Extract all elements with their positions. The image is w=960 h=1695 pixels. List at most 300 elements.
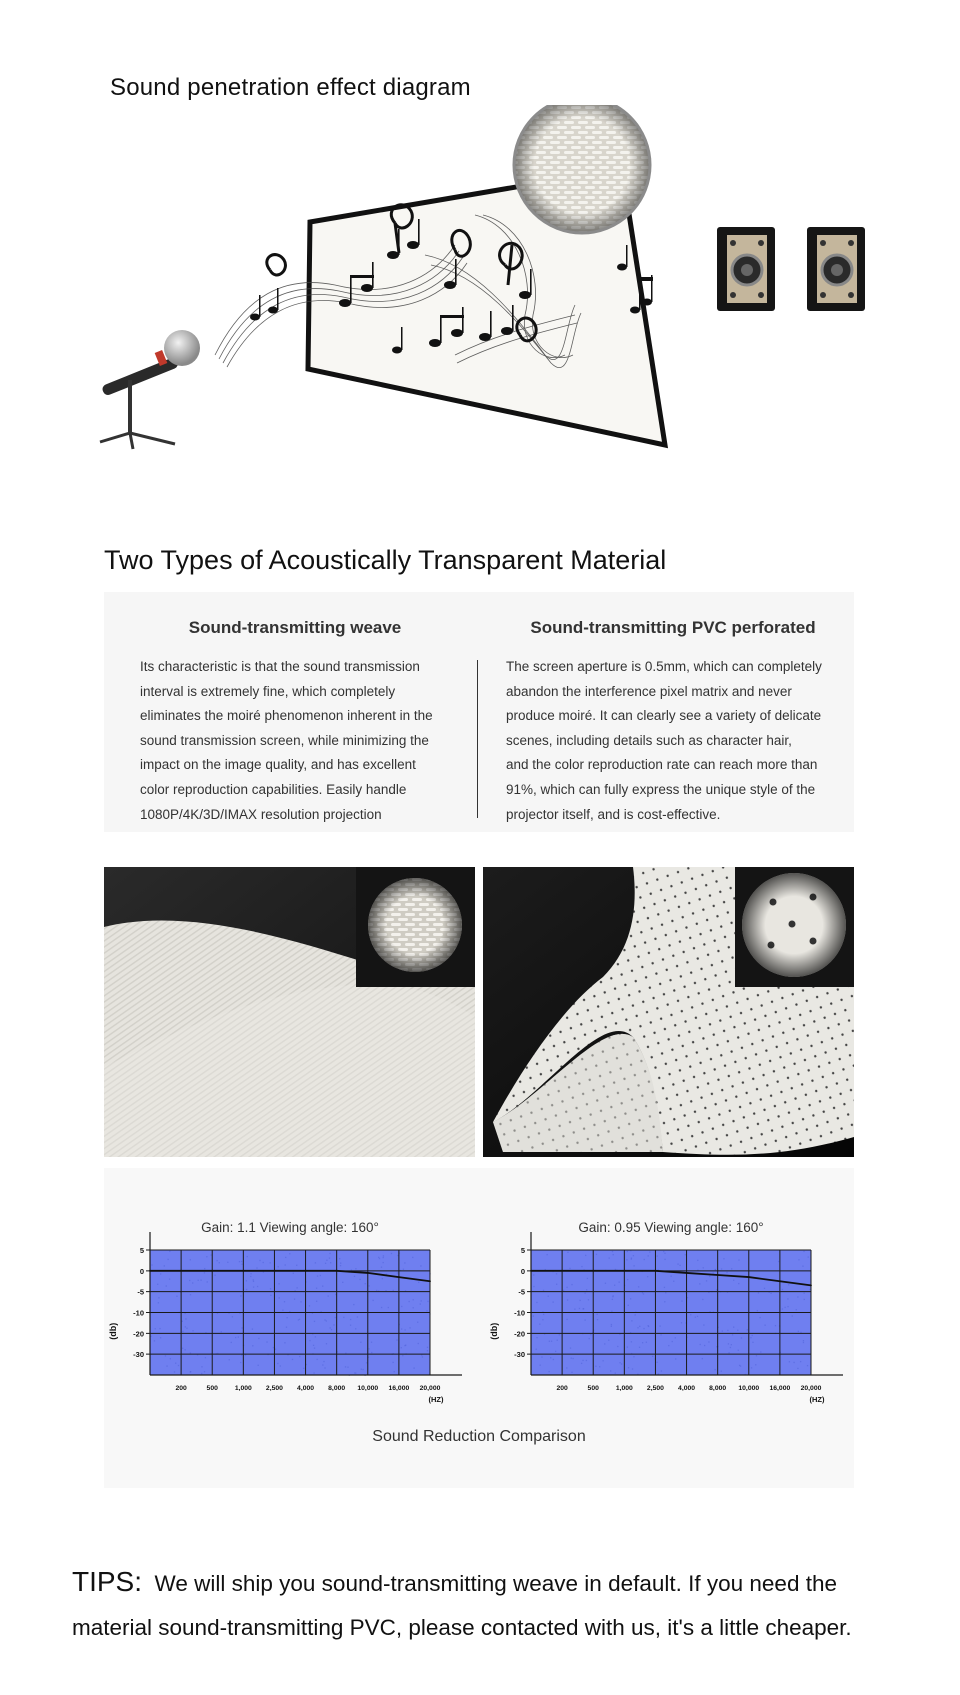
- text-line: sound transmission screen, while minimizing the: [140, 732, 429, 748]
- tips-text: We will ship you sound-transmitting weave in default. If you need the material sound-transmitting PVC, please contacted with us, it's a little cheaper.: [72, 1571, 852, 1640]
- chart-texture-dot: [278, 1266, 279, 1267]
- chart-texture-dot: [355, 1328, 356, 1329]
- chart-texture-dot: [582, 1360, 583, 1361]
- y-tick-label: 0: [139, 1266, 144, 1276]
- chart-texture-dot: [206, 1256, 207, 1257]
- y-axis-label: (db): [489, 1322, 499, 1340]
- data-point: [211, 1270, 213, 1272]
- chart-texture-dot: [365, 1283, 366, 1284]
- chart-texture-dot: [665, 1292, 666, 1293]
- chart-texture-dot: [221, 1331, 222, 1332]
- chart-texture-dot: [738, 1259, 739, 1260]
- chart-texture-dot: [631, 1341, 632, 1342]
- y-tick-label: -5: [137, 1287, 144, 1297]
- y-tick-label: 5: [520, 1246, 525, 1255]
- data-point: [429, 1280, 431, 1282]
- chart-texture-dot: [190, 1371, 191, 1372]
- chart-texture-dot: [192, 1330, 193, 1331]
- chart-texture-dot: [160, 1273, 161, 1274]
- chart-texture-dot: [555, 1351, 556, 1352]
- chart-texture-dot: [383, 1257, 384, 1258]
- chart-texture-dot: [626, 1259, 627, 1260]
- chart-texture-dot: [643, 1328, 644, 1329]
- chart-texture-dot: [764, 1325, 765, 1326]
- chart-texture-dot: [541, 1356, 542, 1357]
- chart-texture-dot: [802, 1266, 803, 1267]
- chart-texture-dot: [350, 1319, 351, 1320]
- chart-texture-dot: [204, 1371, 205, 1372]
- chart-texture-dot: [235, 1337, 236, 1338]
- chart-texture-dot: [586, 1360, 587, 1361]
- chart-texture-dot: [664, 1287, 665, 1288]
- chart-texture-dot: [284, 1301, 285, 1302]
- chart-texture-dot: [552, 1301, 553, 1302]
- chart-texture-dot: [185, 1318, 186, 1319]
- chart-texture-dot: [240, 1295, 241, 1296]
- chart-texture-dot: [789, 1361, 790, 1362]
- pvc-description: [506, 655, 851, 827]
- chart-texture-dot: [784, 1307, 785, 1308]
- y-tick-label: -5: [518, 1287, 525, 1297]
- chart-texture-dot: [804, 1299, 805, 1300]
- chart-texture-dot: [322, 1285, 323, 1286]
- chart-texture-dot: [157, 1284, 158, 1285]
- chart-texture-dot: [563, 1290, 564, 1291]
- data-point: [274, 1270, 276, 1272]
- text-line: color reproduction capabilities. Easily handle: [140, 781, 407, 797]
- chart-texture-dot: [408, 1301, 409, 1302]
- chart-texture-dot: [286, 1327, 287, 1328]
- chart-texture-dot: [182, 1321, 183, 1322]
- chart-texture-dot: [404, 1262, 405, 1263]
- chart-texture-dot: [317, 1359, 318, 1360]
- chart-texture-dot: [670, 1275, 671, 1276]
- chart-texture-dot: [605, 1283, 606, 1284]
- chart-texture-dot: [685, 1254, 686, 1255]
- chart-texture-dot: [595, 1366, 596, 1367]
- chart-texture-dot: [427, 1301, 428, 1302]
- chart-texture-dot: [787, 1298, 788, 1299]
- chart-texture-dot: [597, 1319, 598, 1320]
- chart-texture-dot: [730, 1347, 731, 1348]
- chart-texture-dot: [728, 1352, 729, 1353]
- chart-texture-dot: [741, 1337, 742, 1338]
- chart-texture-dot: [581, 1266, 582, 1267]
- chart-texture-dot: [190, 1259, 191, 1260]
- chart-texture-dot: [204, 1268, 205, 1269]
- chart-texture-dot: [317, 1275, 318, 1276]
- chart-texture-dot: [792, 1315, 793, 1316]
- chart-texture-dot: [392, 1362, 393, 1363]
- chart-texture-dot: [611, 1324, 612, 1325]
- chart-texture-dot: [579, 1300, 580, 1301]
- chart-texture-dot: [660, 1334, 661, 1335]
- chart-texture-dot: [536, 1302, 537, 1303]
- chart-texture-dot: [556, 1273, 557, 1274]
- chart-texture-dot: [418, 1282, 419, 1283]
- chart-texture-dot: [231, 1342, 232, 1343]
- chart-texture-dot: [289, 1253, 290, 1254]
- chart-texture-dot: [420, 1265, 421, 1266]
- chart-texture-dot: [227, 1262, 228, 1263]
- chart-texture-dot: [190, 1352, 191, 1353]
- chart-texture-dot: [633, 1356, 634, 1357]
- microphone-icon: [100, 330, 200, 449]
- chart-texture-dot: [426, 1310, 427, 1311]
- chart-texture-dot: [280, 1365, 281, 1366]
- chart-texture-dot: [219, 1262, 220, 1263]
- chart-texture-dot: [584, 1293, 585, 1294]
- chart-texture-dot: [339, 1258, 340, 1259]
- chart-texture-dot: [599, 1366, 600, 1367]
- chart-texture-dot: [383, 1255, 384, 1256]
- chart-texture-dot: [709, 1276, 710, 1277]
- chart-texture-dot: [413, 1299, 414, 1300]
- chart-texture-dot: [331, 1329, 332, 1330]
- chart-texture-dot: [738, 1350, 739, 1351]
- x-tick-label: 4,000: [678, 1385, 696, 1392]
- chart-texture-dot: [614, 1285, 615, 1286]
- chart-texture-dot: [644, 1259, 645, 1260]
- chart-texture-dot: [638, 1286, 639, 1287]
- chart-texture-dot: [752, 1335, 753, 1336]
- text-line: eliminates the moiré phenomenon inherent in the: [140, 708, 433, 724]
- speaker-left-icon: [717, 227, 775, 311]
- chart-texture-dot: [639, 1347, 640, 1348]
- chart-texture-dot: [571, 1358, 572, 1359]
- chart-texture-dot: [635, 1314, 636, 1315]
- chart-texture-dot: [803, 1340, 804, 1341]
- chart-texture-dot: [359, 1279, 360, 1280]
- chart-texture-dot: [687, 1297, 688, 1298]
- chart-texture-dot: [329, 1257, 330, 1258]
- chart-texture-dot: [240, 1362, 241, 1363]
- data-point: [717, 1274, 719, 1276]
- chart-texture-dot: [617, 1346, 618, 1347]
- text-line: abandon the interference pixel matrix and never: [506, 683, 792, 699]
- weave-zoom-inset: [356, 867, 475, 987]
- chart-texture-dot: [394, 1371, 395, 1372]
- chart-texture-dot: [345, 1366, 346, 1367]
- chart-texture-dot: [175, 1363, 176, 1364]
- chart-texture-dot: [379, 1258, 380, 1259]
- chart-texture-dot: [757, 1310, 758, 1311]
- chart-texture-dot: [353, 1304, 354, 1305]
- chart-title: Gain: 1.1 Viewing angle: 160°: [201, 1220, 379, 1235]
- chart-texture-dot: [393, 1290, 394, 1291]
- chart-texture-dot: [759, 1317, 760, 1318]
- chart-texture-dot: [714, 1369, 715, 1370]
- y-tick-label: -30: [514, 1350, 525, 1360]
- chart-texture-dot: [273, 1347, 274, 1348]
- chart-texture-dot: [740, 1365, 741, 1366]
- data-point: [748, 1276, 750, 1278]
- weave-heading: Sound-transmitting weave: [188, 618, 402, 637]
- tips-note: [72, 1560, 892, 1649]
- chart-texture-dot: [727, 1330, 728, 1331]
- chart-texture-dot: [166, 1285, 167, 1286]
- chart-texture-dot: [324, 1319, 325, 1320]
- chart-texture-dot: [706, 1280, 707, 1281]
- weave-zoom-lens: [514, 105, 650, 233]
- chart-texture-dot: [619, 1281, 620, 1282]
- y-tick-label: -10: [514, 1308, 525, 1318]
- chart-texture-dot: [612, 1299, 613, 1300]
- chart-texture-dot: [699, 1283, 700, 1284]
- chart-texture-dot: [368, 1348, 369, 1349]
- tips-label: TIPS:: [72, 1566, 143, 1597]
- chart-texture-dot: [340, 1265, 341, 1266]
- chart-texture-dot: [752, 1342, 753, 1343]
- chart-texture-dot: [401, 1306, 402, 1307]
- chart-texture-dot: [610, 1370, 611, 1371]
- data-point: [592, 1270, 594, 1272]
- chart-texture-dot: [798, 1259, 799, 1260]
- chart-texture-dot: [597, 1314, 598, 1315]
- chart-texture-dot: [158, 1302, 159, 1303]
- chart-texture-dot: [668, 1345, 669, 1346]
- chart-texture-dot: [372, 1300, 373, 1301]
- chart-texture-dot: [404, 1329, 405, 1330]
- chart-texture-dot: [330, 1262, 331, 1263]
- data-point: [623, 1270, 625, 1272]
- chart-texture-dot: [282, 1310, 283, 1311]
- chart-texture-dot: [277, 1363, 278, 1364]
- chart-texture-dot: [176, 1296, 177, 1297]
- chart-texture-dot: [733, 1326, 734, 1327]
- chart-texture-dot: [371, 1342, 372, 1343]
- chart-texture-dot: [548, 1371, 549, 1372]
- x-axis-label: (HZ): [428, 1395, 444, 1404]
- chart-texture-dot: [679, 1265, 680, 1266]
- chart-texture-dot: [664, 1253, 665, 1254]
- chart-texture-dot: [325, 1263, 326, 1264]
- chart-texture-dot: [587, 1278, 588, 1279]
- chart-texture-dot: [750, 1337, 751, 1338]
- chart-texture-dot: [412, 1257, 413, 1258]
- chart-texture-dot: [604, 1343, 605, 1344]
- chart-texture-dot: [190, 1294, 191, 1295]
- chart-texture-dot: [726, 1272, 727, 1273]
- chart-texture-dot: [756, 1355, 757, 1356]
- chart-texture-dot: [542, 1319, 543, 1320]
- chart-texture-dot: [574, 1308, 575, 1309]
- x-tick-label: 16,000: [388, 1385, 410, 1392]
- text-line: 91%, which can fully express the unique style of the: [506, 781, 816, 797]
- chart-texture-dot: [567, 1299, 568, 1300]
- chart-texture-dot: [630, 1298, 631, 1299]
- chart-texture-dot: [583, 1308, 584, 1309]
- chart-texture-dot: [585, 1255, 586, 1256]
- chart-texture-dot: [793, 1362, 794, 1363]
- chart-texture-dot: [586, 1289, 587, 1290]
- chart-texture-dot: [590, 1334, 591, 1335]
- text-line: scenes, including details such as character hair,: [506, 732, 792, 748]
- chart-texture-dot: [391, 1253, 392, 1254]
- chart-texture-dot: [700, 1344, 701, 1345]
- chart-texture-dot: [204, 1272, 205, 1273]
- chart-texture-dot: [166, 1365, 167, 1366]
- chart-texture-dot: [628, 1367, 629, 1368]
- chart-texture-dot: [158, 1297, 159, 1298]
- text-line: and the color reproduction rate can reach more than: [506, 757, 818, 773]
- chart-texture-dot: [536, 1337, 537, 1338]
- chart-texture-dot: [371, 1352, 372, 1353]
- chart-texture-dot: [697, 1260, 698, 1261]
- chart-texture-dot: [413, 1367, 414, 1368]
- chart-texture-dot: [656, 1362, 657, 1363]
- chart-texture-dot: [256, 1267, 257, 1268]
- chart-texture-dot: [548, 1296, 549, 1297]
- chart-texture-dot: [556, 1284, 557, 1285]
- chart-texture-dot: [664, 1301, 665, 1302]
- y-tick-label: -20: [514, 1329, 525, 1339]
- chart-texture-dot: [677, 1263, 678, 1264]
- chart-texture-dot: [303, 1368, 304, 1369]
- chart-texture-dot: [238, 1336, 239, 1337]
- x-tick-label: 500: [587, 1385, 599, 1392]
- data-point: [810, 1285, 812, 1287]
- chart-texture-dot: [323, 1361, 324, 1362]
- chart-texture-dot: [210, 1254, 211, 1255]
- chart-texture-dot: [298, 1319, 299, 1320]
- chart-texture-dot: [385, 1290, 386, 1291]
- chart-texture-dot: [540, 1364, 541, 1365]
- chart-texture-dot: [796, 1309, 797, 1310]
- chart-texture-dot: [189, 1280, 190, 1281]
- chart-texture-dot: [602, 1360, 603, 1361]
- chart-texture-dot: [708, 1341, 709, 1342]
- chart-texture-dot: [270, 1295, 271, 1296]
- chart-texture-dot: [165, 1355, 166, 1356]
- y-tick-label: -10: [133, 1308, 144, 1318]
- chart-texture-dot: [715, 1269, 716, 1270]
- chart-texture-dot: [728, 1343, 729, 1344]
- chart-texture-dot: [167, 1259, 168, 1260]
- chart-texture-dot: [621, 1363, 622, 1364]
- chart-texture-dot: [731, 1268, 732, 1269]
- chart-texture-dot: [413, 1307, 414, 1308]
- chart-texture-dot: [178, 1365, 179, 1366]
- chart-texture-dot: [681, 1322, 682, 1323]
- chart-texture-dot: [584, 1319, 585, 1320]
- chart-texture-dot: [731, 1344, 732, 1345]
- pvc-material-photo: [483, 867, 854, 1157]
- chart-texture-dot: [355, 1268, 356, 1269]
- x-tick-label: 200: [175, 1385, 187, 1392]
- chart-texture-dot: [330, 1327, 331, 1328]
- chart-texture-dot: [782, 1289, 783, 1290]
- chart-texture-dot: [253, 1279, 254, 1280]
- y-tick-label: -20: [133, 1329, 144, 1339]
- chart-texture-dot: [782, 1308, 783, 1309]
- chart-texture-dot: [628, 1305, 629, 1306]
- chart-texture-dot: [579, 1308, 580, 1309]
- chart-texture-dot: [241, 1261, 242, 1262]
- chart-texture-dot: [427, 1350, 428, 1351]
- chart-texture-dot: [397, 1255, 398, 1256]
- chart-texture-dot: [758, 1292, 759, 1293]
- chart-texture-dot: [342, 1282, 343, 1283]
- chart-texture-dot: [732, 1334, 733, 1335]
- chart-texture-dot: [151, 1264, 152, 1265]
- chart-texture-dot: [293, 1273, 294, 1274]
- chart-texture-dot: [695, 1317, 696, 1318]
- chart-texture-dot: [797, 1368, 798, 1369]
- chart-texture-dot: [253, 1281, 254, 1282]
- chart-texture-dot: [241, 1264, 242, 1265]
- chart-texture-dot: [294, 1298, 295, 1299]
- chart-texture-dot: [738, 1283, 739, 1284]
- chart-texture-dot: [807, 1365, 808, 1366]
- chart-texture-dot: [314, 1347, 315, 1348]
- chart-texture-dot: [350, 1325, 351, 1326]
- chart-texture-dot: [155, 1328, 156, 1329]
- chart-texture-dot: [648, 1325, 649, 1326]
- chart-texture-dot: [186, 1328, 187, 1329]
- chart-texture-dot: [797, 1296, 798, 1297]
- chart-texture-dot: [612, 1296, 613, 1297]
- chart-texture-dot: [632, 1368, 633, 1369]
- data-point: [305, 1270, 307, 1272]
- data-point: [336, 1270, 338, 1272]
- chart-texture-dot: [366, 1362, 367, 1363]
- data-point: [686, 1272, 688, 1274]
- chart-texture-dot: [800, 1361, 801, 1362]
- chart-texture-dot: [557, 1340, 558, 1341]
- speaker-right-icon: [807, 227, 865, 311]
- chart-texture-dot: [421, 1300, 422, 1301]
- chart-texture-dot: [381, 1307, 382, 1308]
- chart-texture-dot: [661, 1370, 662, 1371]
- chart-texture-dot: [316, 1288, 317, 1289]
- chart-texture-dot: [804, 1293, 805, 1294]
- chart-texture-dot: [427, 1347, 428, 1348]
- chart-texture-dot: [201, 1366, 202, 1367]
- chart-texture-dot: [627, 1346, 628, 1347]
- x-tick-label: 20,000: [419, 1385, 441, 1392]
- chart-texture-dot: [627, 1251, 628, 1252]
- chart-texture-dot: [232, 1316, 233, 1317]
- chart-texture-dot: [747, 1329, 748, 1330]
- chart-texture-dot: [328, 1295, 329, 1296]
- x-tick-label: 500: [206, 1385, 218, 1392]
- chart-texture-dot: [539, 1324, 540, 1325]
- chart-texture-dot: [642, 1292, 643, 1293]
- chart-texture-dot: [702, 1299, 703, 1300]
- chart-texture-dot: [639, 1326, 640, 1327]
- chart-texture-dot: [279, 1297, 280, 1298]
- chart-texture-dot: [808, 1256, 809, 1257]
- chart-texture-dot: [285, 1257, 286, 1258]
- chart-title: Gain: 0.95 Viewing angle: 160°: [578, 1220, 764, 1235]
- chart-texture-dot: [567, 1252, 568, 1253]
- text-line: 1080P/4K/3D/IMAX resolution projection: [140, 806, 382, 822]
- data-point: [398, 1276, 400, 1278]
- chart-texture-dot: [287, 1317, 288, 1318]
- chart-texture-dot: [326, 1343, 327, 1344]
- x-tick-label: 1,000: [615, 1385, 633, 1392]
- pvc-heading: Sound-transmitting PVC perforated: [530, 618, 816, 637]
- chart-texture-dot: [737, 1330, 738, 1331]
- chart-texture-dot: [648, 1255, 649, 1256]
- chart-texture-dot: [633, 1265, 634, 1266]
- chart-texture-dot: [550, 1357, 551, 1358]
- chart-texture-dot: [703, 1324, 704, 1325]
- chart-texture-dot: [417, 1322, 418, 1323]
- text-line: The screen aperture is 0.5mm, which can completely: [506, 659, 822, 674]
- chart-texture-dot: [320, 1275, 321, 1276]
